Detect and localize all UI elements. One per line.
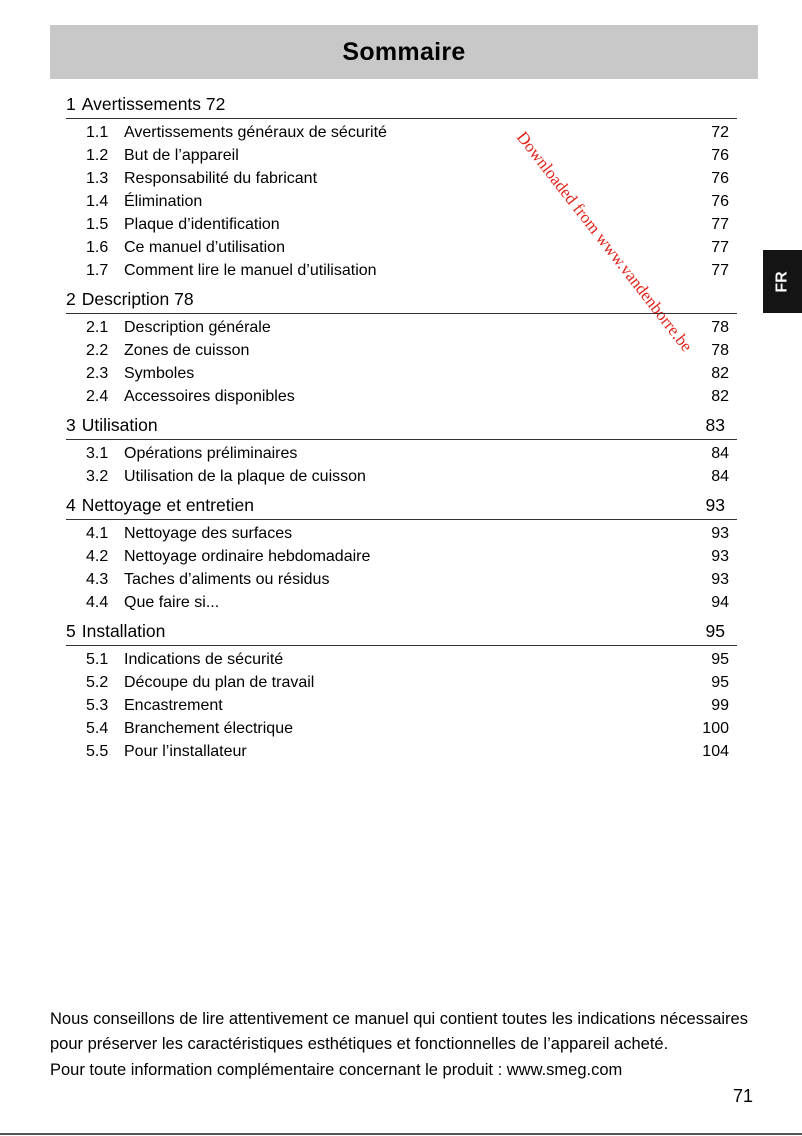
toc-item[interactable]: [66, 671, 737, 694]
toc-section-title: Description 78: [81, 289, 194, 309]
toc-item-title: Branchement électrique: [124, 720, 293, 737]
toc-item-page: 84: [711, 468, 729, 485]
toc-item-page: 76: [711, 193, 729, 210]
toc-item-title: Symboles: [124, 365, 195, 382]
toc-item-title: Nettoyage ordinaire hebdomadaire: [124, 548, 371, 565]
toc-section-heading[interactable]: [66, 491, 737, 520]
toc-item-title: Plaque d’identification: [124, 216, 280, 233]
toc-item[interactable]: [66, 545, 737, 568]
toc-item[interactable]: [66, 167, 737, 190]
toc-item-title: Opérations préliminaires: [124, 445, 298, 462]
toc-item-number: 1.6: [86, 239, 109, 256]
toc-item-title: Accessoires disponibles: [124, 388, 295, 405]
toc-item-number: 5.5: [86, 743, 109, 760]
page-number: 71: [733, 1086, 754, 1106]
toc-item-number: 4.4: [86, 594, 109, 611]
toc-item-number: 2.2: [86, 342, 109, 359]
toc-item[interactable]: [66, 144, 737, 167]
toc-item-list: [66, 314, 737, 411]
toc-item-title: Avertissements généraux de sécurité: [124, 124, 387, 141]
toc-section-title: Utilisation: [81, 415, 158, 435]
toc-section-title: Avertissements 72: [81, 94, 226, 114]
toc-section-number: 2: [66, 289, 76, 309]
toc-item-number: 1.1: [86, 124, 109, 141]
toc-item[interactable]: [66, 259, 737, 282]
toc-item-page: 77: [711, 216, 729, 233]
toc-item-title: Ce manuel d’utilisation: [124, 239, 285, 256]
toc-item-title: Comment lire le manuel d’utilisation: [124, 262, 377, 279]
toc-item-title: Que faire si...: [124, 594, 220, 611]
toc-section-label: [66, 285, 194, 313]
language-tab-label: FR: [773, 270, 791, 293]
toc-section-label: [66, 491, 254, 519]
toc-section: [66, 617, 737, 766]
toc-item[interactable]: [66, 121, 737, 144]
toc-section-title: Installation: [81, 621, 166, 641]
toc-section-label: [66, 617, 165, 645]
toc-item-page: 82: [711, 365, 729, 382]
toc-item-page: 99: [711, 697, 729, 714]
toc-item-list: [66, 520, 737, 617]
toc-item-page: 95: [711, 651, 729, 668]
toc-item-page: 95: [711, 674, 729, 691]
toc-section-page: 93: [705, 495, 725, 515]
toc-section-number: 1: [66, 94, 76, 114]
toc-item[interactable]: [66, 522, 737, 545]
toc-item-page: 82: [711, 388, 729, 405]
toc-item-page: 77: [711, 239, 729, 256]
toc-item[interactable]: [66, 339, 737, 362]
toc-item-title: Élimination: [124, 193, 203, 210]
toc-item-page: 76: [711, 170, 729, 187]
toc-item-page: 84: [711, 445, 729, 462]
toc-item-title: Taches d’aliments ou résidus: [124, 571, 330, 588]
toc-section: [66, 491, 737, 617]
toc-item-title: Nettoyage des surfaces: [124, 525, 293, 542]
toc-section-label: [66, 411, 158, 439]
toc-item-title: Utilisation de la plaque de cuisson: [124, 468, 366, 485]
toc-section-heading[interactable]: [66, 90, 737, 119]
toc-item-list: [66, 119, 737, 285]
toc-section-number: 4: [66, 495, 76, 515]
toc-item-title: Encastrement: [124, 697, 223, 714]
toc-item-page: 93: [711, 525, 729, 542]
toc-section-heading[interactable]: [66, 617, 737, 646]
toc-item-number: 1.4: [86, 193, 109, 210]
toc-item-title: Responsabilité du fabricant: [124, 170, 318, 187]
toc-item-list: [66, 646, 737, 766]
toc-item-title: Description générale: [124, 319, 271, 336]
toc-item-number: 4.3: [86, 571, 109, 588]
toc-item[interactable]: [66, 236, 737, 259]
toc-section-heading[interactable]: [66, 411, 737, 440]
toc-section: [66, 411, 737, 491]
toc-item-number: 5.3: [86, 697, 109, 714]
toc-item-number: 1.3: [86, 170, 109, 187]
toc-item-title: But de l’appareil: [124, 147, 239, 164]
toc-item[interactable]: [66, 213, 737, 236]
toc-item[interactable]: [66, 694, 737, 717]
toc-item-number: 3.1: [86, 445, 109, 462]
toc-item-number: 5.1: [86, 651, 109, 668]
toc-section: [66, 90, 737, 285]
language-tab: [763, 250, 802, 313]
toc-item-page: 93: [711, 548, 729, 565]
toc-item-title: Indications de sécurité: [124, 651, 284, 668]
toc-item[interactable]: [66, 316, 737, 339]
toc-item[interactable]: [66, 465, 737, 488]
toc-item-page: 100: [702, 720, 729, 737]
title-bar: [50, 25, 758, 79]
toc-item-number: 3.2: [86, 468, 109, 485]
toc-item-page: 76: [711, 147, 729, 164]
toc-item-title: Découpe du plan de travail: [124, 674, 315, 691]
toc-section-label: [66, 90, 225, 118]
toc-item-number: 5.4: [86, 720, 109, 737]
toc-item-page: 72: [711, 124, 729, 141]
toc-item-number: 2.4: [86, 388, 109, 405]
toc-section-number: 3: [66, 415, 76, 435]
toc-item[interactable]: [66, 717, 737, 740]
toc-item-page: 94: [711, 594, 729, 611]
toc-item[interactable]: [66, 362, 737, 385]
toc-item-number: 2.3: [86, 365, 109, 382]
toc-item[interactable]: [66, 385, 737, 408]
toc-section-number: 5: [66, 621, 76, 641]
footer-paragraph-info: Pour toute information complémentaire concernant le produit : www.smeg.com: [50, 1061, 623, 1079]
page-title: Sommaire: [342, 37, 466, 66]
toc-section-title: Nettoyage et entretien: [81, 495, 254, 515]
toc-item-page: 104: [702, 743, 729, 760]
download-watermark: Downloaded from www.vandenborre.be: [512, 127, 697, 356]
footer-text: [50, 1007, 770, 1083]
toc-item-number: 1.5: [86, 216, 109, 233]
toc-item[interactable]: [66, 740, 737, 763]
toc-item-number: 4.2: [86, 548, 109, 565]
toc-item[interactable]: [66, 648, 737, 671]
toc-item-number: 1.7: [86, 262, 109, 279]
toc-item-page: 78: [711, 342, 729, 359]
toc-item[interactable]: [66, 442, 737, 465]
footer-paragraph-advice: Nous conseillons de lire attentivement ce manuel qui contient toutes les indications nécessaires pour préserver les caractéristiques esthétiques et fonctionnelles de l’appareil acheté.: [50, 1010, 748, 1053]
toc-item[interactable]: [66, 568, 737, 591]
toc-item-list: [66, 440, 737, 491]
toc-item-number: 1.2: [86, 147, 109, 164]
toc-item-number: 5.2: [86, 674, 109, 691]
bottom-divider: [0, 1133, 802, 1135]
toc-section-page: 95: [705, 621, 725, 641]
toc-item-number: 4.1: [86, 525, 109, 542]
table-of-contents: [66, 90, 737, 766]
toc-item-title: Pour l’installateur: [124, 743, 247, 760]
toc-item-page: 78: [711, 319, 729, 336]
toc-item-number: 2.1: [86, 319, 109, 336]
toc-section-heading[interactable]: [66, 285, 737, 314]
toc-section: [66, 285, 737, 411]
toc-item-page: 93: [711, 571, 729, 588]
toc-section-page: 83: [705, 415, 725, 435]
toc-item-title: Zones de cuisson: [124, 342, 250, 359]
toc-item-page: 77: [711, 262, 729, 279]
toc-item[interactable]: [66, 190, 737, 213]
toc-item[interactable]: [66, 591, 737, 614]
